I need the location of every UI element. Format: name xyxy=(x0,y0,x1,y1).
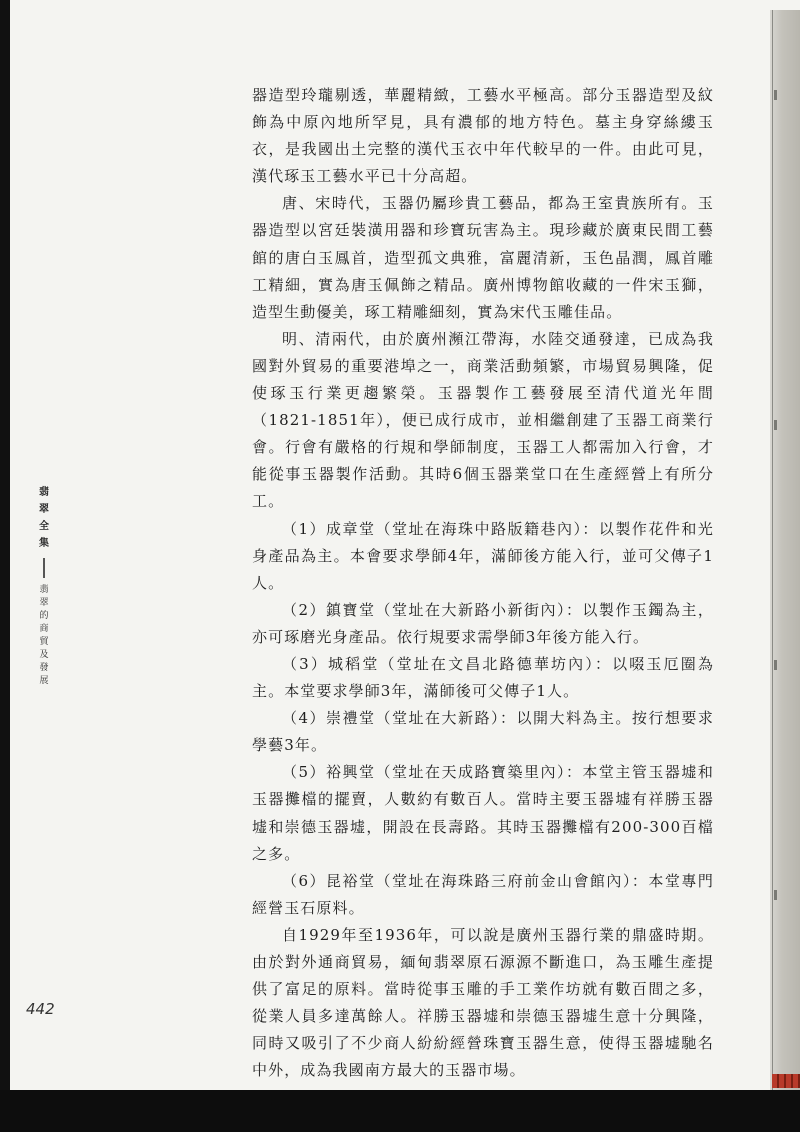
paragraph-golden-age: 自1929年至1936年，可以說是廣州玉器行業的鼎盛時期。由於對外通商貿易，緬甸翡翠原石源源不斷進口，為玉雕生產提供了富足的原料。當時從事玉雕的手工業作坊就有數百間之多，從業人員多達萬餘人。祥勝玉器墟和崇德玉器墟生意十分興隆，同時又吸引了不少商人紛紛經營珠寶玉器生意，使得玉器墟馳名中外，成為我國南方最大的玉器市場。 xyxy=(252,925,714,1080)
paragraph-guild-4: （4）崇禮堂（堂址在大新路）：以開大料為主。按行想要求學藝3年。 xyxy=(252,709,714,755)
side-label-divider xyxy=(43,558,45,578)
running-side-label xyxy=(37,484,51,688)
fold-mark xyxy=(774,660,777,670)
scan-left-edge xyxy=(0,0,10,1090)
chapter-title: 翡翠的商貿及發展 xyxy=(39,585,49,686)
paragraph-han-dynasty-continued: 器造型玲瓏剔透，華麗精緻，工藝水平極高。部分玉器造型及紋飾為中原內地所罕見，具有濃郁的地方特色。墓主身穿絲縷玉衣，是我國出土完整的漢代玉衣中年代較早的一件。由此可見，漢代琢玉工藝水平已十分高超。 xyxy=(252,86,714,186)
scan-bottom-edge xyxy=(0,1090,800,1132)
paragraph-guild-3: （3）城稻堂（堂址在文昌北路德華坊內）：以啜玉厄圈為主。本堂要求學師3年，滿師後可父傳子1人。 xyxy=(252,654,714,701)
paragraph-ming-qing: 明、清兩代，由於廣州瀕江帶海，水陸交通發達，已成為我國對外貿易的重要港埠之一，商業活動頻繁，市場貿易興隆，促使琢玉行業更趨繁榮。玉器製作工藝發展至清代道光年間（1821-1851年），便已成行成市，並相繼創建了玉器工商業行會。行會有嚴格的行規和學師制度，玉器工人都需加入行會，才能從事玉器製作活動。其時6個玉器業堂口在生產經營上有所分工。 xyxy=(252,329,714,511)
page-number: 442 xyxy=(26,1000,55,1018)
paragraph-guild-1: （1）成章堂（堂址在海珠中路版籍巷內）：以製作花件和光身產品為主。本會要求學師4年，滿師後方能入行，並可父傳子1人。 xyxy=(252,519,714,592)
paragraph-guild-2: （2）鎮寶堂（堂址在大新路小新街內）：以製作玉鐲為主，亦可琢磨光身產品。依行規要求需學師3年後方能入行。 xyxy=(252,600,714,646)
page-fold-shadow xyxy=(770,10,800,1092)
book-series-title: 翡翠全集 xyxy=(39,487,49,549)
paragraph-tang-song: 唐、宋時代，玉器仍屬珍貴工藝品，都為王室貴族所有。玉器造型以宮廷裝潢用器和珍寶玩害為主。現珍藏於廣東民間工藝館的唐白玉鳳首，造型孤文典雅，富麗清新，玉色晶潤，鳳首雕工精細，實為唐玉佩飾之精品。廣州博物館收藏的一件宋玉獅，造型生動優美，琢工精雕細刻，實為宋代玉雕佳品。 xyxy=(252,194,714,321)
fold-mark xyxy=(774,420,777,430)
main-body-text xyxy=(252,82,714,1084)
paragraph-guild-5: （5）裕興堂（堂址在天成路寶築里內）：本堂主管玉器墟和玉器攤檔的擺賣，人數約有數百人。當時主要玉器墟有祥勝玉器墟和崇德玉器墟，開設在長壽路。其時玉器攤檔有200-300百檔之多。 xyxy=(252,763,714,863)
fold-mark xyxy=(774,90,777,100)
book-edge-color-band xyxy=(772,1074,800,1088)
page-fold-line xyxy=(772,10,773,1090)
fold-mark xyxy=(774,890,777,900)
paragraph-guild-6: （6）昆裕堂（堂址在海珠路三府前金山會館內）：本堂專門經營玉石原料。 xyxy=(252,871,714,917)
